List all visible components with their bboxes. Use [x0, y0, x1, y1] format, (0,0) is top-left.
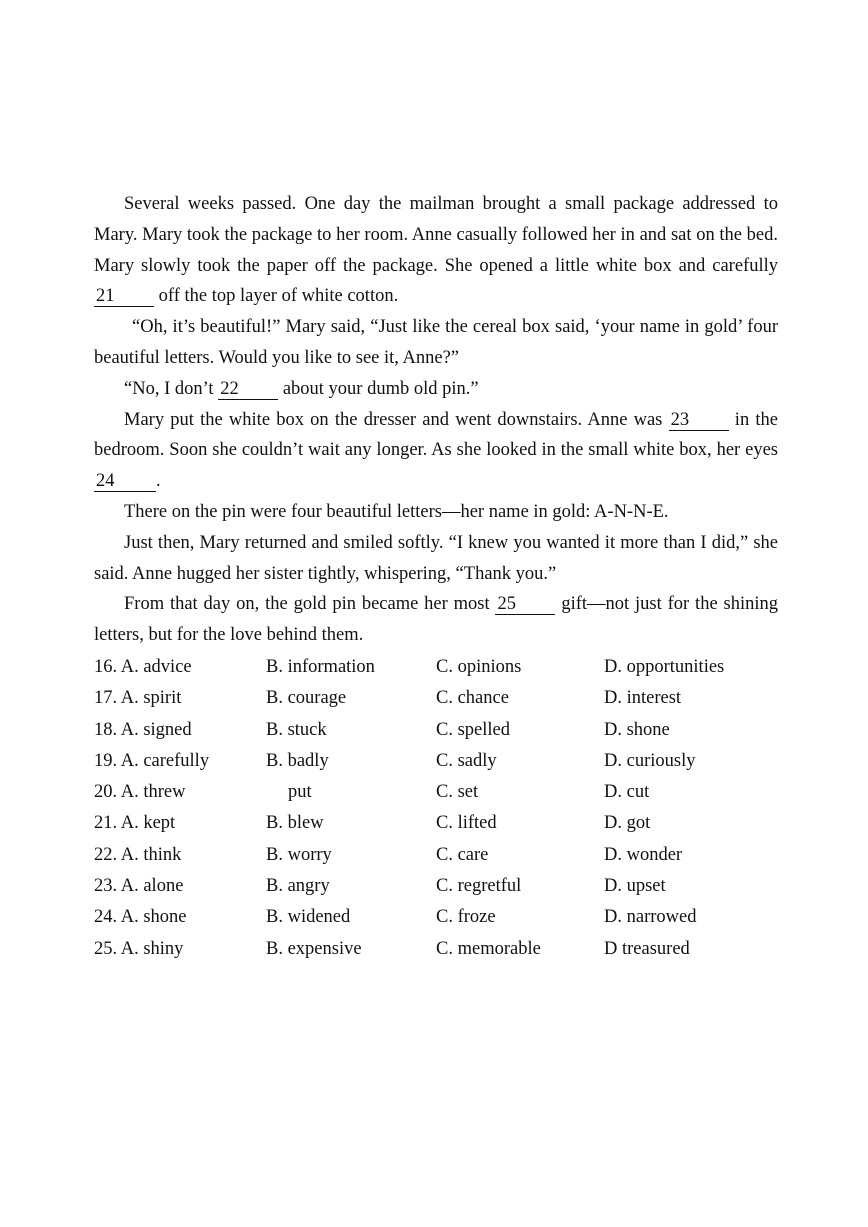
option-c: C. regretful: [436, 876, 522, 897]
passage-paragraph: [94, 189, 778, 312]
option-c: C. froze: [436, 907, 496, 928]
question-row-16: [94, 652, 794, 683]
passage-paragraph: [94, 528, 778, 590]
answer-blank-25: 25: [495, 594, 555, 615]
passage-text: “Oh, it’s beautiful!” Mary said, “Just like the cereal box said, ‘your name in gold’ four beautiful letters. Would you like to see it, Anne?”: [94, 317, 778, 368]
option-d: D. shone: [604, 719, 670, 740]
option-a: 18. A. signed: [94, 719, 192, 740]
option-a: 20. A. threw: [94, 782, 186, 803]
passage-text: off the top layer of white cotton.: [154, 286, 399, 307]
question-row-21: [94, 808, 794, 839]
passage-paragraph: [94, 312, 778, 374]
option-d: D. opportunities: [604, 657, 725, 677]
passage-text: “No, I don’t: [124, 378, 219, 399]
option-b: put: [288, 782, 312, 803]
passage-paragraph: [94, 589, 778, 651]
option-a: 21. A. kept: [94, 813, 176, 834]
passage-text: gift—not just for the shining letters, but for the love behind them.: [94, 594, 778, 646]
option-c: C. memorable: [436, 938, 541, 959]
passage-text: Mary put the white box on the dresser and went downstairs. Anne was: [124, 409, 669, 430]
answer-blank-22: 22: [218, 379, 278, 400]
option-c: C. care: [436, 844, 489, 865]
option-a: 17. A. spirit: [94, 688, 182, 709]
option-d: D. interest: [604, 688, 682, 709]
option-d: D. cut: [604, 782, 650, 803]
option-b: B. angry: [266, 876, 330, 897]
reading-passage: [94, 189, 778, 651]
option-b: B. information: [266, 657, 375, 677]
option-d: D. wonder: [604, 844, 683, 865]
option-a: 19. A. carefully: [94, 750, 210, 771]
option-c: C. set: [436, 782, 479, 803]
passage-text: From that day on, the gold pin became her most: [124, 594, 496, 615]
question-row-25: [94, 934, 794, 965]
question-row-24: [94, 902, 794, 933]
passage-paragraph: [94, 374, 778, 405]
question-row-17: [94, 683, 794, 714]
option-a: 23. A. alone: [94, 876, 184, 897]
option-d: D. narrowed: [604, 907, 697, 928]
passage-text: about your dumb old pin.”: [278, 378, 479, 399]
question-row-20: [94, 777, 794, 808]
passage-text: .: [156, 471, 161, 492]
option-b: B. courage: [266, 688, 347, 709]
option-a: 16. A. advice: [94, 657, 192, 677]
passage-text: There on the pin were four beautiful letters—her name in gold: A-N-N-E.: [124, 501, 669, 522]
option-b: B. worry: [266, 844, 332, 865]
question-row-19: [94, 746, 794, 777]
option-d: D. curiously: [604, 750, 696, 771]
option-b: B. blew: [266, 813, 324, 834]
option-b: B. widened: [266, 907, 351, 928]
passage-paragraph: [94, 405, 778, 497]
option-c: C. chance: [436, 688, 509, 709]
option-b: B. badly: [266, 750, 329, 771]
question-row-23: [94, 871, 794, 902]
question-row-22: [94, 840, 794, 871]
answer-blank-21: 21: [94, 286, 154, 307]
answer-options: [94, 652, 794, 965]
option-c: C. lifted: [436, 813, 497, 834]
option-d: D. upset: [604, 876, 666, 897]
answer-blank-24: 24: [94, 471, 156, 492]
passage-text: Just then, Mary returned and smiled softly. “I knew you wanted it more than I did,” she said. Anne hugged her sister tightly, whispering, “Thank you.”: [94, 532, 778, 584]
option-c: C. sadly: [436, 750, 497, 771]
answer-blank-23: 23: [669, 410, 729, 431]
passage-paragraph: [94, 497, 778, 528]
option-a: 22. A. think: [94, 844, 182, 865]
question-row-18: [94, 715, 794, 746]
option-c: C. spelled: [436, 719, 510, 740]
option-d: D treasured: [604, 938, 690, 959]
passage-text: in the bedroom. Soon she couldn’t wait any longer. As she looked in the small white box, her eyes: [94, 409, 778, 461]
option-b: B. expensive: [266, 938, 362, 959]
option-a: 25. A. shiny: [94, 938, 184, 959]
passage-text: Several weeks passed. One day the mailman brought a small package addressed to Mary. Mary took the package to her room. Anne casually followed her in and sat on the bed. Mary slowly took the paper off the package. She opened a little white box and carefully: [94, 194, 778, 276]
option-c: C. opinions: [436, 657, 522, 677]
option-a: 24. A. shone: [94, 907, 187, 928]
option-d: D. got: [604, 813, 651, 834]
option-b: B. stuck: [266, 719, 327, 740]
